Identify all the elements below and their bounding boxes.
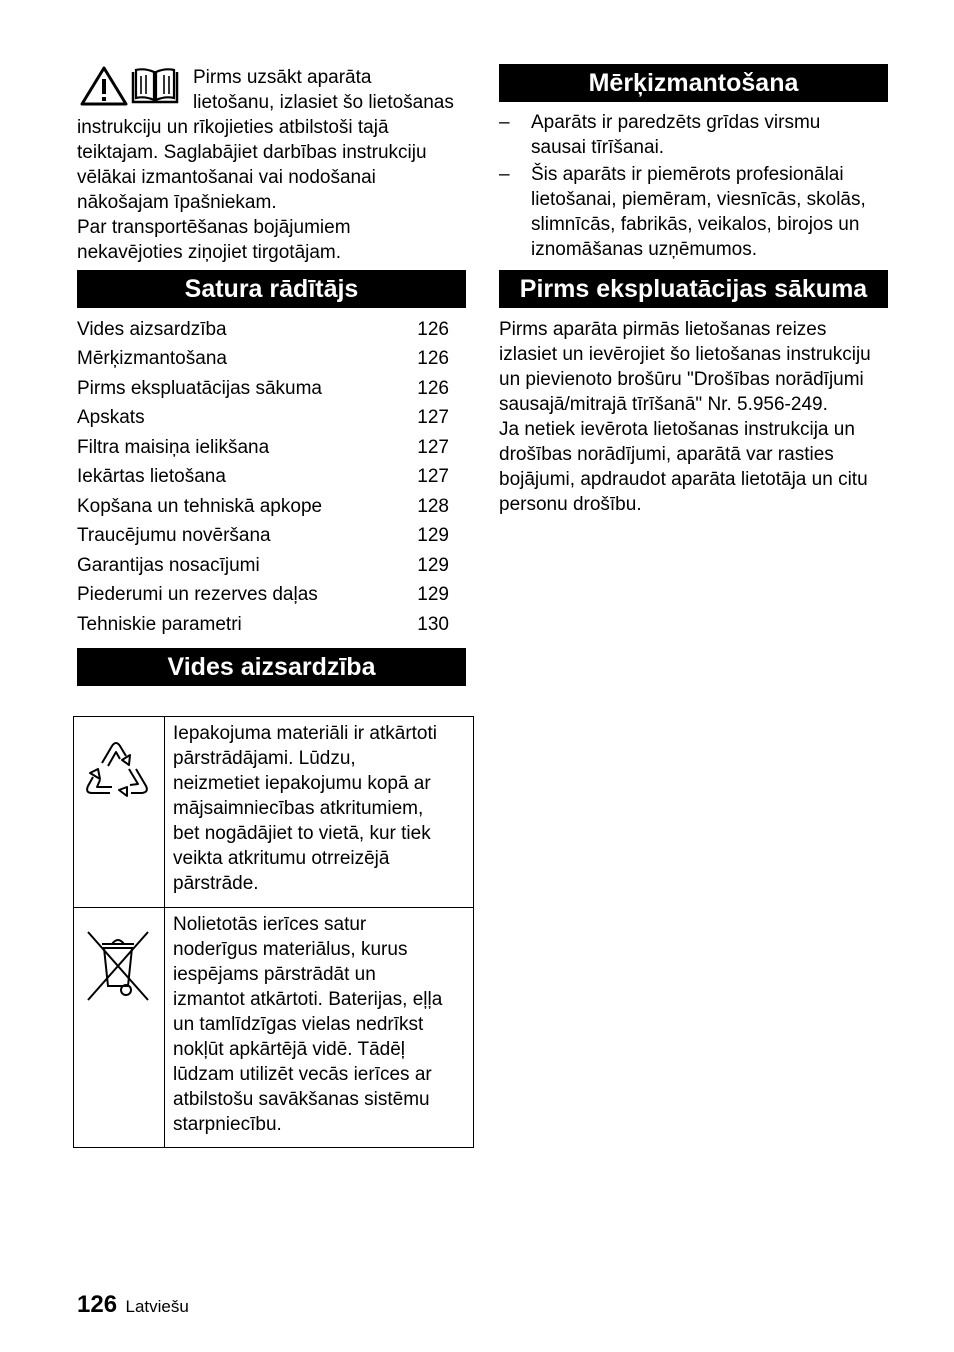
toc-item-page: 127 bbox=[417, 407, 449, 428]
before-use-line: sausajā/mitrajā tīrīšanā" Nr. 5.956-249. bbox=[499, 394, 828, 415]
table-text-line: un tamlīdzīgas vielas nedrīkst bbox=[173, 1014, 424, 1035]
before-use-line: Pirms aparāta pirmās lietošanas reizes bbox=[499, 319, 827, 340]
table-text-line: izmantot atkārtoti. Baterijas, eļļa bbox=[173, 989, 443, 1010]
toc-item[interactable] bbox=[77, 494, 449, 519]
bullet-text bbox=[531, 110, 820, 160]
toc-item-title: Traucējumu novēršana bbox=[77, 525, 271, 546]
toc-item-page: 129 bbox=[417, 555, 449, 576]
toc-item[interactable] bbox=[77, 376, 449, 401]
toc-item[interactable] bbox=[77, 523, 449, 548]
table-text-line: starpniecību. bbox=[173, 1114, 282, 1135]
page-number: 126 bbox=[77, 1291, 118, 1318]
table-text-line: mājsaimniecības atkritumiem, bbox=[173, 798, 424, 819]
bullet-dash: – bbox=[499, 112, 510, 133]
toc-item-title: Kopšana un tehniskā apkope bbox=[77, 496, 323, 517]
toc-item[interactable] bbox=[77, 317, 449, 342]
toc-item-page: 128 bbox=[417, 496, 449, 517]
toc-item[interactable] bbox=[77, 405, 449, 430]
intro-line: lietošanu, izlasiet šo lietošanas bbox=[193, 92, 454, 113]
bullet-item bbox=[499, 162, 899, 262]
purpose-heading: Mērķizmantošana bbox=[499, 64, 888, 102]
toc-item-page: 127 bbox=[417, 466, 449, 487]
toc-item-page: 126 bbox=[417, 348, 449, 369]
bullet-line: Šis aparāts ir piemērots profesionālai bbox=[531, 164, 844, 185]
table-text-line: pārstrādājami. Lūdzu, bbox=[173, 748, 356, 769]
intro-line: nākošajam īpašniekam. bbox=[77, 192, 277, 213]
table-row bbox=[74, 908, 474, 1148]
toc-item-title: Apskats bbox=[77, 407, 145, 428]
bullet-item bbox=[499, 110, 899, 160]
text-cell bbox=[165, 908, 474, 1148]
bullet-line: Aparāts ir paredzēts grīdas virsmu bbox=[531, 112, 821, 133]
toc-item-title: Vides aizsardzība bbox=[77, 319, 227, 340]
icon-cell bbox=[74, 717, 165, 908]
table-text-line: neizmetiet iepakojumu kopā ar bbox=[173, 773, 431, 794]
toc-item[interactable] bbox=[77, 435, 449, 460]
bullet-line: iznomāšanas uzņēmumos. bbox=[531, 239, 757, 260]
table-text-line: pārstrāde. bbox=[173, 873, 259, 894]
intro-line: Pirms uzsākt aparāta bbox=[193, 67, 372, 88]
before-use-line: un pievienoto brošūru "Drošības norādījumi bbox=[499, 369, 864, 390]
before-use-line: personu drošību. bbox=[499, 494, 642, 515]
before-use-line: bojājumi, apdraudot aparāta lietotāja un citu bbox=[499, 469, 868, 490]
environment-heading: Vides aizsardzība bbox=[77, 648, 466, 686]
toc-item[interactable] bbox=[77, 346, 449, 371]
toc-item-title: Garantijas nosacījumi bbox=[77, 555, 260, 576]
before-use-line: izlasiet un ievērojiet šo lietošanas instrukciju bbox=[499, 344, 871, 365]
table-text-line: atbilstošu savākšanas sistēmu bbox=[173, 1089, 430, 1110]
icon-cell bbox=[74, 908, 165, 1148]
table-text-line: nokļūt apkārtējā vidē. Tādēļ bbox=[173, 1039, 406, 1060]
table-text-line: lūdzam utilizēt vecās ierīces ar bbox=[173, 1064, 432, 1085]
before-use-line: Ja netiek ievērota lietošanas instrukcija un bbox=[499, 419, 855, 440]
bullet-line: sausai tīrīšanai. bbox=[531, 137, 665, 158]
toc-item-page: 129 bbox=[417, 525, 449, 546]
intro-line: teiktajam. Saglabājiet darbības instrukciju bbox=[77, 142, 427, 163]
toc-item[interactable] bbox=[77, 553, 449, 578]
crossed-bin-icon bbox=[74, 908, 164, 1009]
table-text-line: Nolietotās ierīces satur bbox=[173, 914, 367, 935]
table-text-line: Iepakojuma materiāli ir atkārtoti bbox=[173, 723, 437, 744]
text-cell bbox=[165, 717, 474, 908]
table-text-line: bet nogādājiet to vietā, kur tiek bbox=[173, 823, 431, 844]
toc-item-page: 126 bbox=[417, 319, 449, 340]
table-text-line: iespējams pārstrādāt un bbox=[173, 964, 376, 985]
intro-text bbox=[77, 65, 477, 265]
toc-item-page: 127 bbox=[417, 437, 449, 458]
before-use-line: drošības norādījumi, aparātā var rasties bbox=[499, 444, 834, 465]
toc-item[interactable] bbox=[77, 582, 449, 607]
toc-item-page: 130 bbox=[417, 614, 449, 635]
bullet-text bbox=[531, 162, 866, 262]
table-row bbox=[74, 717, 474, 908]
table-text-line: veikta atkritumu otrreizējā bbox=[173, 848, 390, 869]
toc-item-page: 126 bbox=[417, 378, 449, 399]
before-use-heading: Pirms ekspluatācijas sākuma bbox=[499, 270, 888, 308]
intro-line: nekavējoties ziņojiet tirgotājam. bbox=[77, 242, 342, 263]
recycle-icon bbox=[74, 717, 164, 814]
toc-item-title: Iekārtas lietošana bbox=[77, 466, 226, 487]
intro-line: Par transportēšanas bojājumiem bbox=[77, 217, 351, 238]
table-text-line: noderīgus materiālus, kurus bbox=[173, 939, 408, 960]
toc-item-title: Piederumi un rezerves daļas bbox=[77, 584, 318, 605]
toc-item-title: Pirms ekspluatācijas sākuma bbox=[77, 378, 322, 399]
toc-item[interactable] bbox=[77, 612, 449, 637]
toc-item[interactable] bbox=[77, 464, 449, 489]
intro-line: instrukciju un rīkojieties atbilstoši tajā bbox=[77, 117, 389, 138]
environment-table bbox=[73, 716, 474, 1148]
intro-line: vēlākai izmantošanai vai nodošanai bbox=[77, 167, 376, 188]
footer-language: Latviešu bbox=[125, 1297, 189, 1316]
toc-item-title: Mērķizmantošana bbox=[77, 348, 227, 369]
toc-heading: Satura rādītājs bbox=[77, 270, 466, 308]
toc-item-title: Tehniskie parametri bbox=[77, 614, 242, 635]
toc-item-title: Filtra maisiņa ielikšana bbox=[77, 437, 270, 458]
page-footer bbox=[77, 1291, 189, 1319]
before-use-text bbox=[499, 317, 939, 517]
bullet-line: lietošanai, piemēram, viesnīcās, skolās, bbox=[531, 189, 866, 210]
bullet-line: slimnīcās, fabrikās, veikalos, birojos un bbox=[531, 214, 860, 235]
bullet-dash: – bbox=[499, 164, 510, 185]
toc-item-page: 129 bbox=[417, 584, 449, 605]
